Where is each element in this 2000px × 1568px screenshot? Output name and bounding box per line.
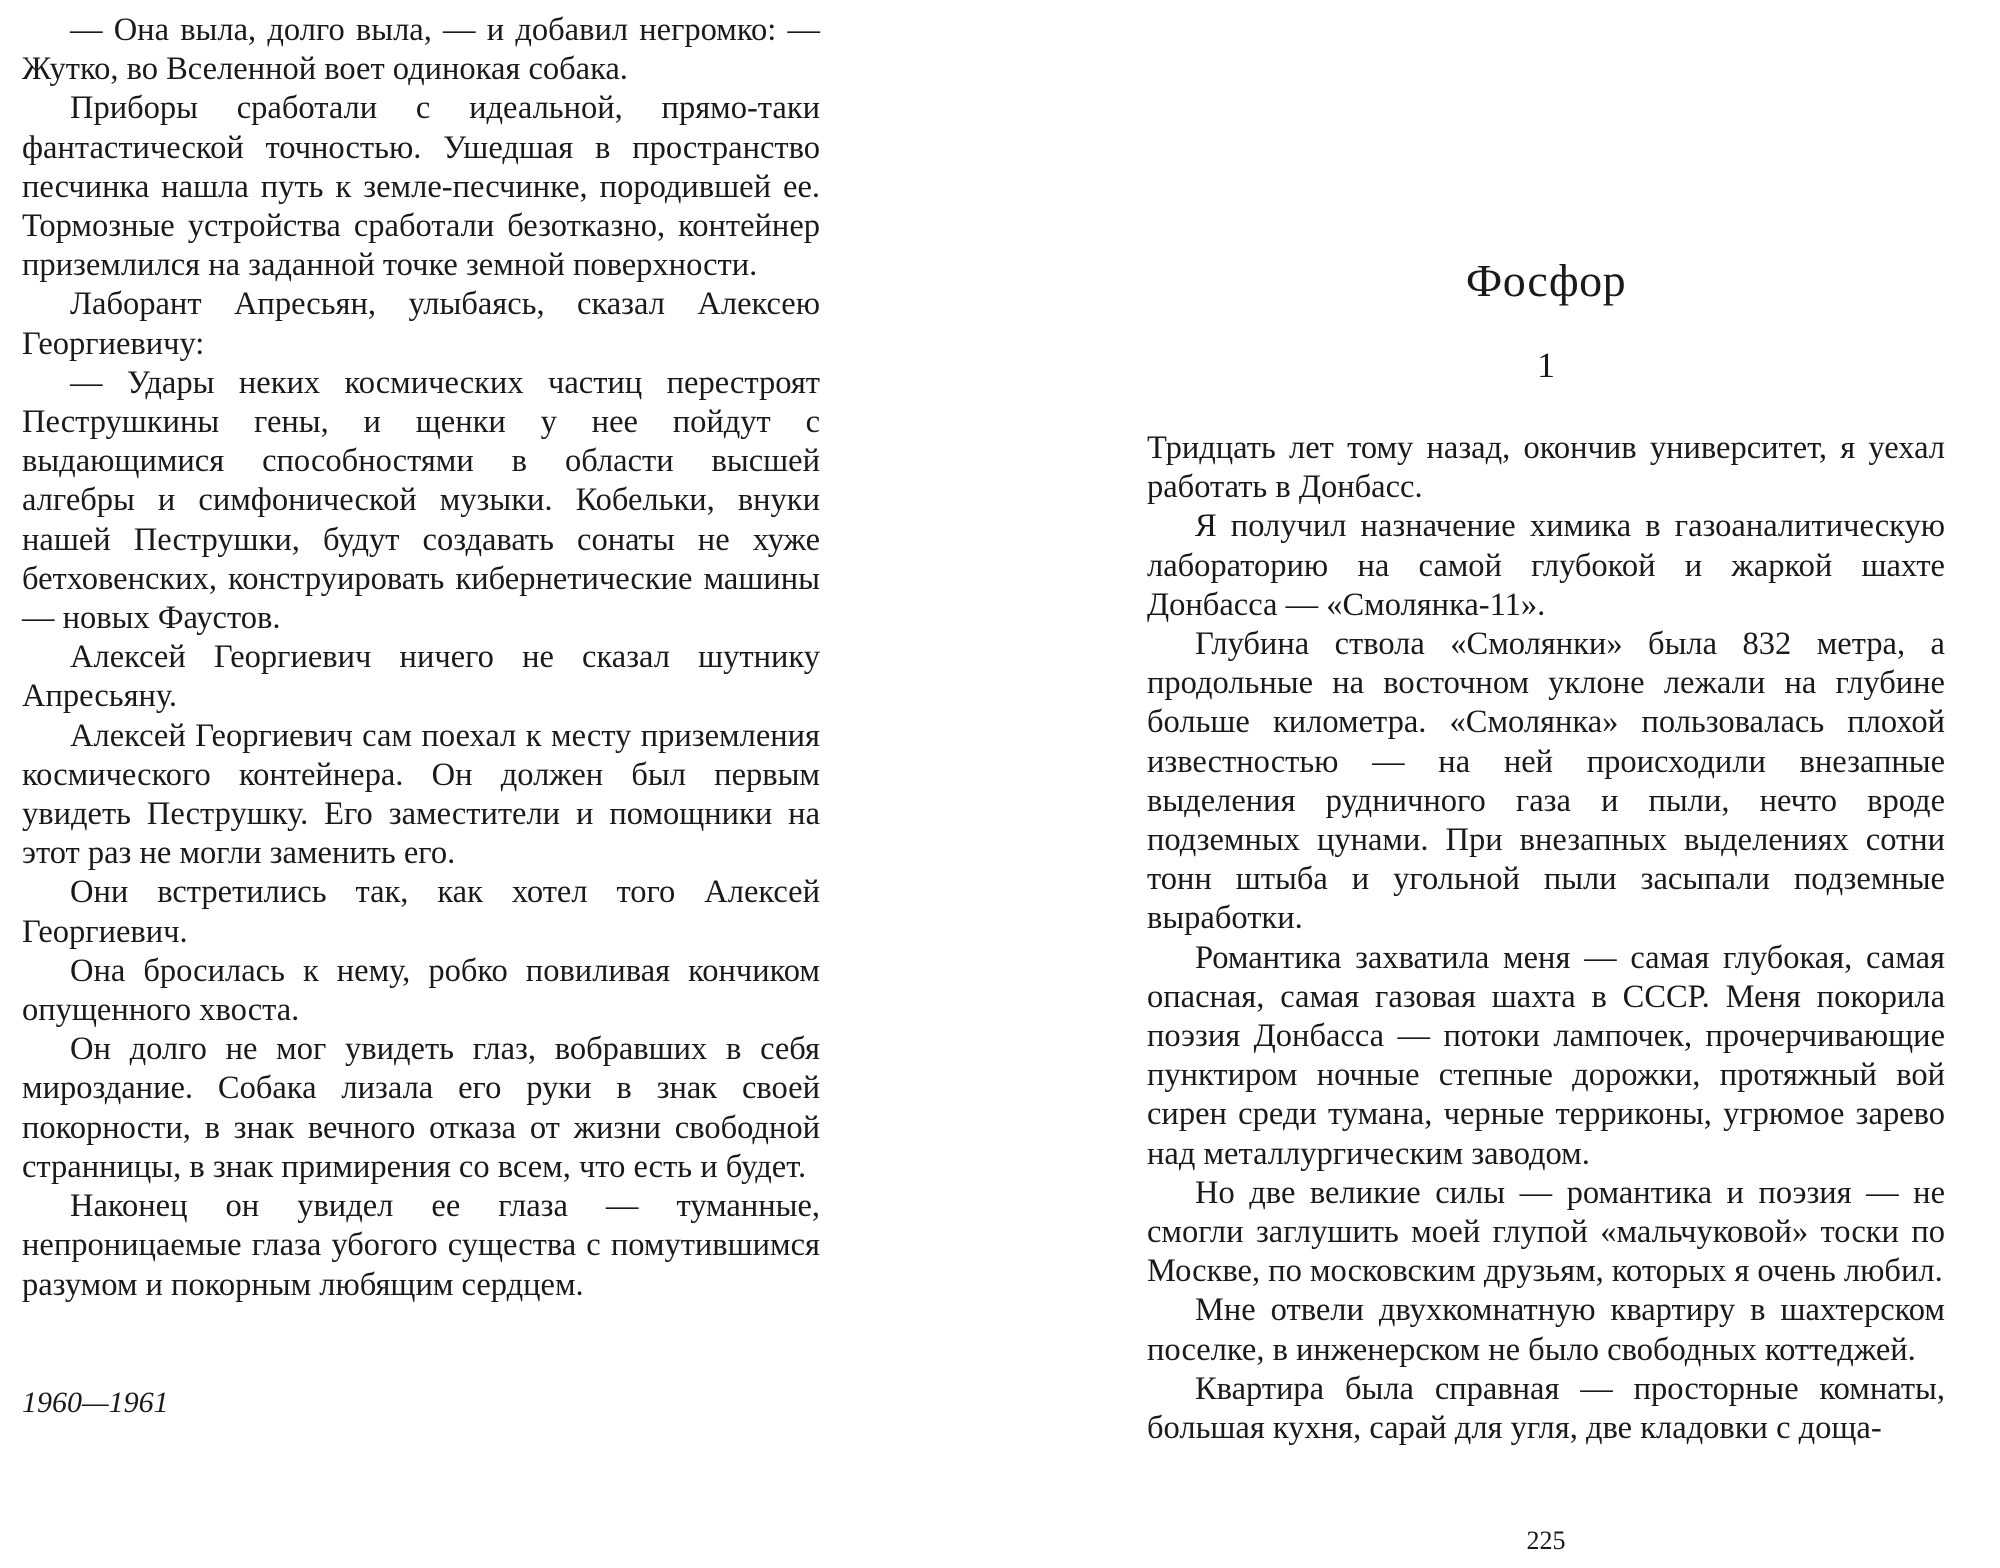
right-page-text (1147, 429, 1945, 1448)
paragraph: Они встретились так, как хотел того Алексей Георгиевич. (22, 874, 820, 950)
paragraph: — Она выла, долго выла, — и добавил негромко: — Жутко, во Вселенной воет одинокая собака. (22, 12, 820, 88)
chapter-title: Фосфор (1465, 255, 1627, 306)
paragraph: Алексей Георгиевич ничего не сказал шутнику Апресьяну. (22, 639, 820, 715)
page-number: 225 (1526, 1526, 1566, 1555)
paragraph: — Удары неких космических частиц перестроят Пеструшкины гены, и щенки у нее пойдут с выдающимися способностями в области высшей алгебры и симфонической музыки. Кобельки, внуки нашей Пеструшки, будут создавать сонаты не хуже бетховенских, конструировать кибернетические машины — новых Фаустов. (22, 364, 820, 637)
paragraph: Алексей Георгиевич сам поехал к месту приземления космического контейнера. Он должен был первым увидеть Пеструшку. Его заместители и помощники на этот раз не могли заменить его. (22, 717, 820, 872)
paragraph: Она бросилась к нему, робко повиливая кончиком опущенного хвоста. (22, 952, 820, 1029)
paragraph: Глубина ствола «Смолянки» была 832 метра, а продольные на восточном уклоне лежали на глубине больше километра. «Смолянка» пользовалась плохой известностью — на ней происходили внезапные выделения рудничного газа и пыли, нечто вроде подземных цунами. При внезапных выделениях сотни тонн штыба и угольной пыли засыпали подземные выработки. (1147, 626, 1945, 937)
paragraph: Но две великие силы — романтика и поэзия — не смогли заглушить моей глупой «мальчуковой» тоски по Москве, по московским друзьям, которых я очень любил. (1147, 1174, 1945, 1290)
paragraph: Приборы сработали с идеальной, прямо-таки фантастической точностью. Ушедшая в пространство песчинка нашла путь к земле-песчинке, породившей ее. Тормозные устройства сработали безотказно, контейнер приземлился на заданной точке земной поверхности. (22, 90, 820, 284)
paragraph: Он долго не мог увидеть глаз, вобравших в себя мироздание. Собака лизала его руки в знак своей покорности, в знак вечного отказа от жизни свободной странницы, в знак примирения со всем, что есть и будет. (22, 1031, 820, 1185)
paragraph: Тридцать лет тому назад, окончив университет, я уехал работать в Донбасс. (1147, 430, 1945, 506)
composition-date: 1960—1961 (22, 1386, 169, 1419)
paragraph: Наконец он увидел ее глаза — туманные, непроницаемые глаза убогого существа с помутившимся разумом и покорным любящим сердцем. (22, 1188, 820, 1303)
paragraph: Романтика захватила меня — самая глубокая, самая опасная, самая газовая шахта в СССР. Меня покорила поэзия Донбасса — потоки лампочек, прочерчивающие пунктиром ночные степные дорожки, протяжный вой сирен среди тумана, черные терриконы, угрюмое зарево над металлургическим заводом. (1147, 939, 1945, 1172)
paragraph: Я получил назначение химика в газоаналитическую лабораторию на самой глубокой и жаркой шахте Донбасса — «Смолянка-11». (1147, 508, 1945, 623)
chapter-number: 1 (1537, 345, 1555, 385)
left-page-text (22, 11, 820, 1305)
paragraph: Лаборант Апресьян, улыбаясь, сказал Алексею Георгиевичу: (22, 286, 820, 362)
paragraph: Мне отвели двухкомнатную квартиру в шахтерском поселке, в инженерском не было свободных коттеджей. (1147, 1292, 1945, 1368)
paragraph: Квартира была справная — просторные комнаты, большая кухня, сарай для угля, две кладовки с доща- (1147, 1370, 1945, 1447)
